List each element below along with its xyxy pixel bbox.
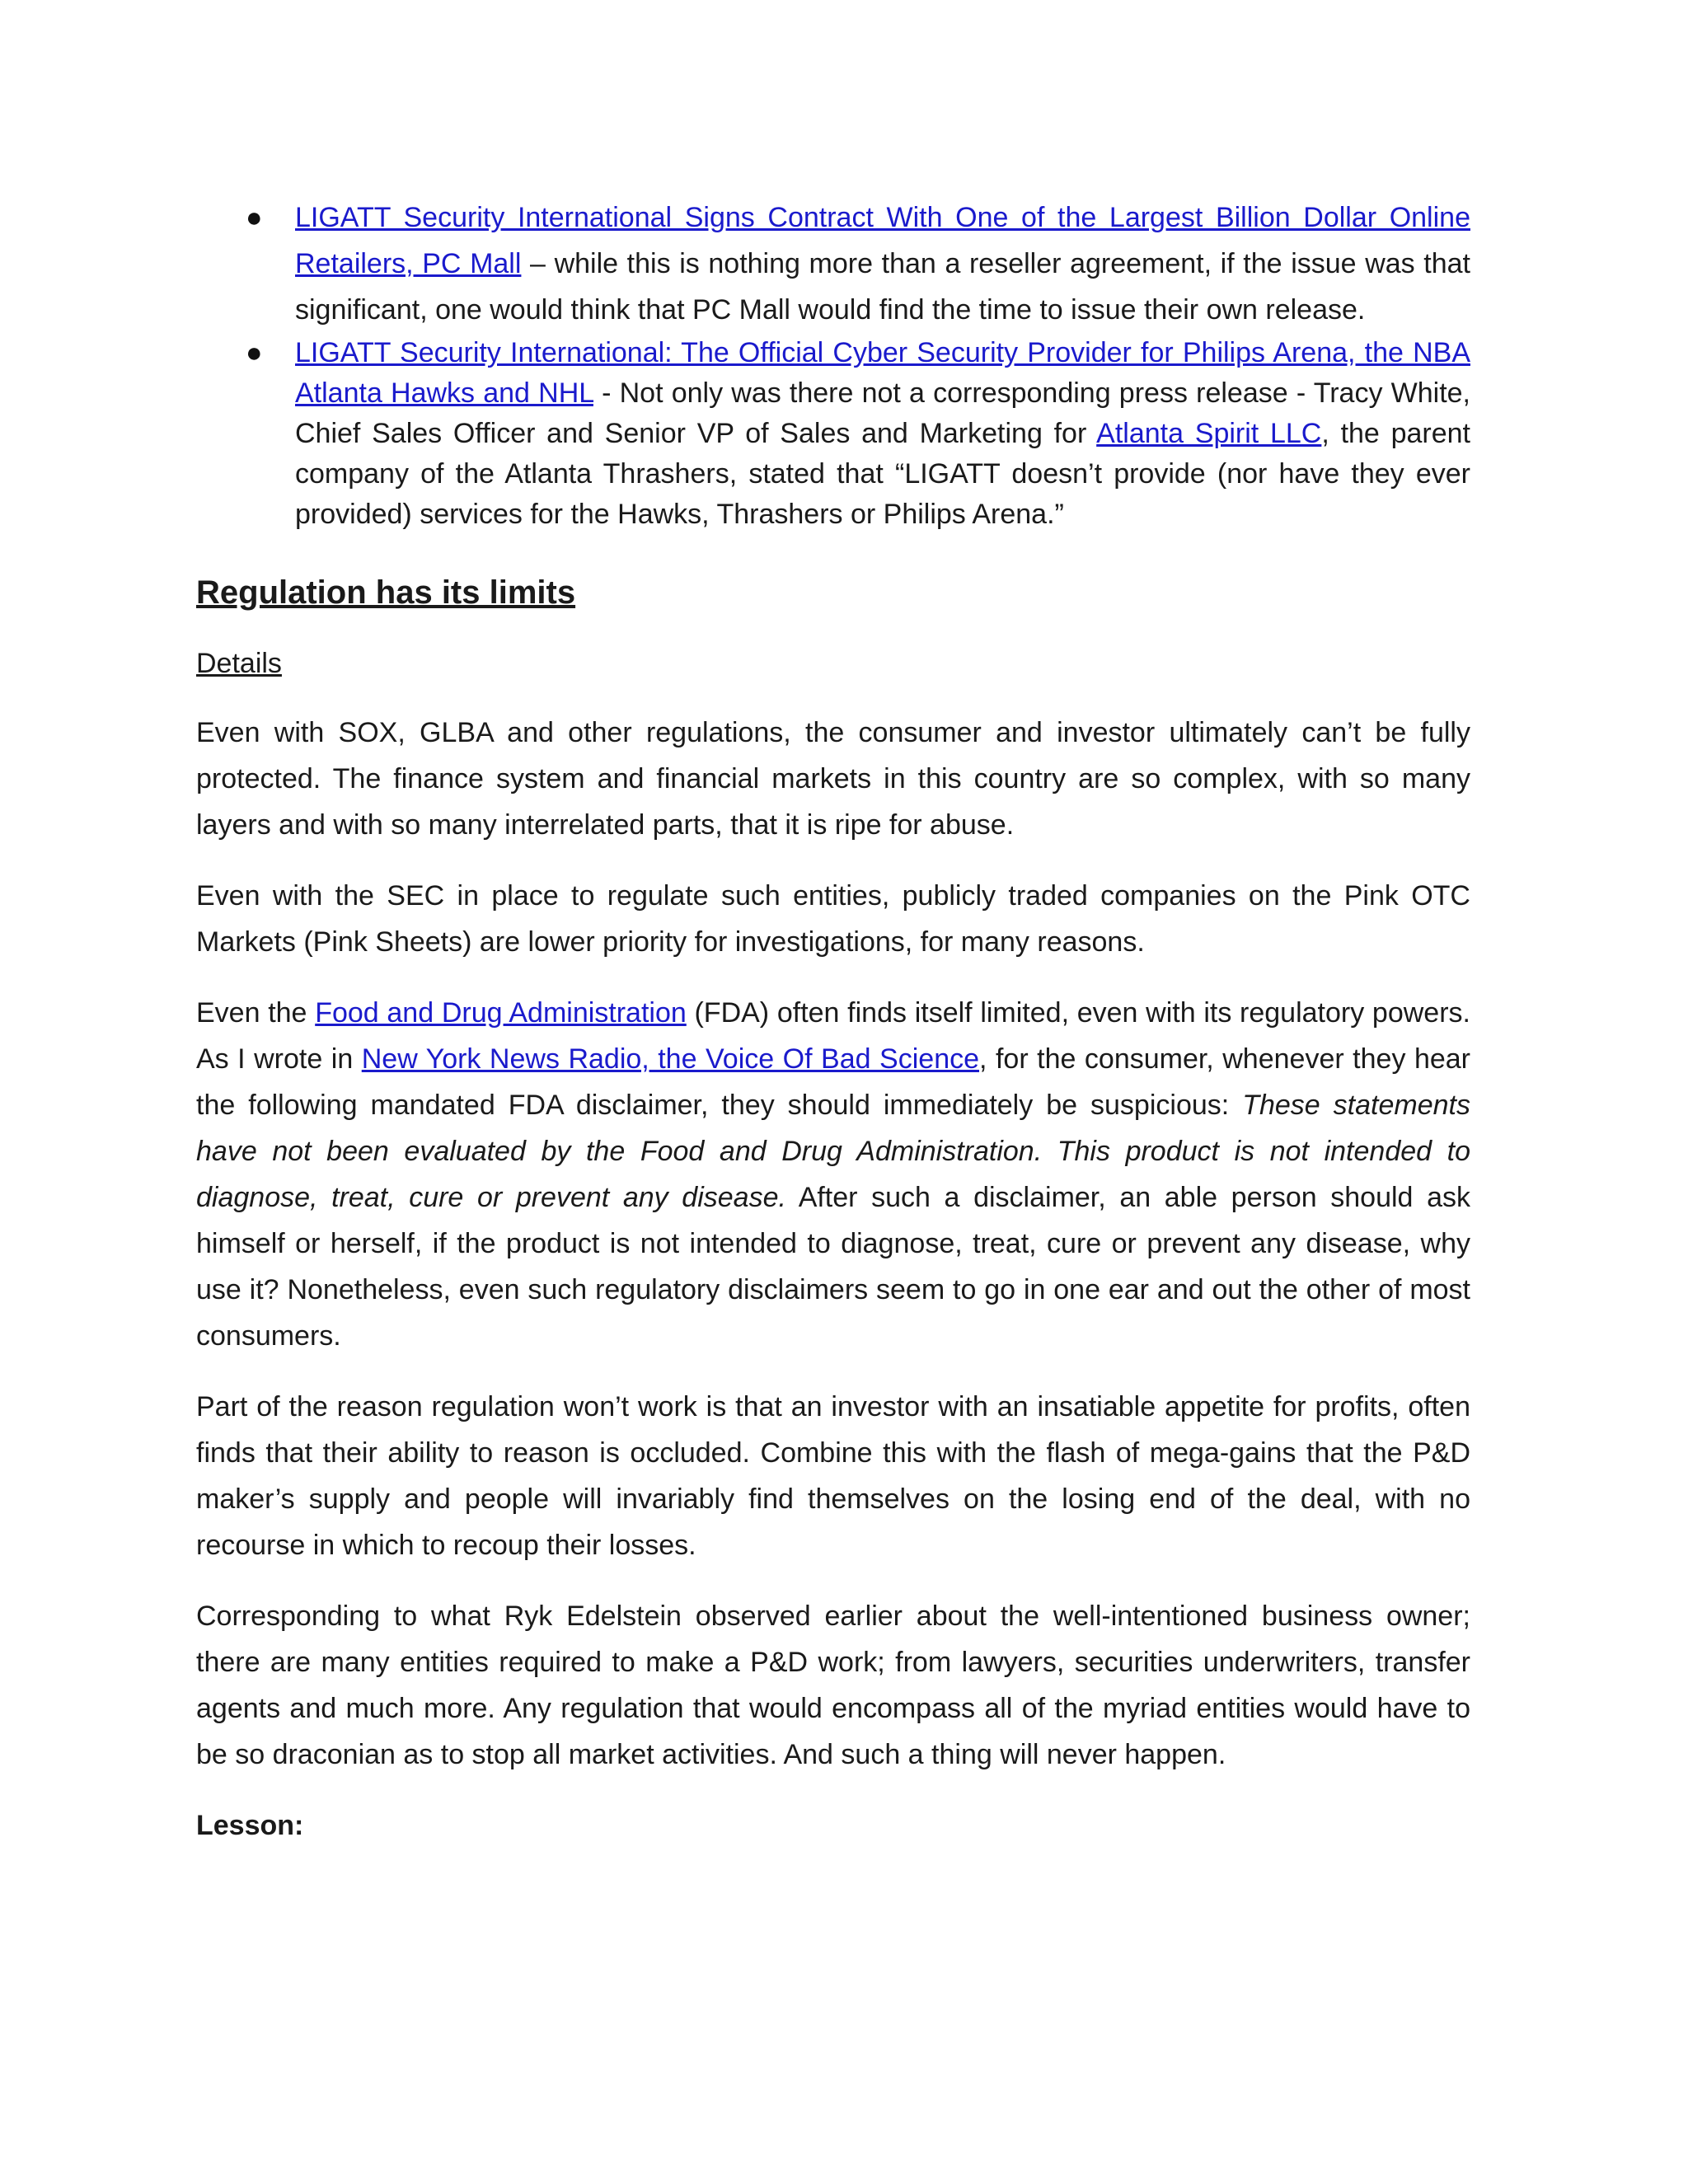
paragraph (196, 990, 1470, 1359)
list-item (196, 194, 1470, 333)
bullet-icon: ● (246, 337, 263, 368)
paragraph: Part of the reason regulation won’t work is that an investor with an insatiable appetite for profits, often finds that their ability to reason is occluded. Combine this with the flash of mega-gains that the P&D maker’s supply and people will invariably find themselves on the losing end of the deal, with no recourse in which to recoup their losses. (196, 1391, 1470, 1561)
paragraph-text: , for the consumer, whenever they hear the following mandated FDA disclaimer, they should immediately be suspicious: (196, 1043, 1470, 1121)
bad-science-link[interactable]: New York News Radio, the Voice Of Bad Science (361, 1043, 980, 1075)
paragraph: Even with the SEC in place to regulate such entities, publicly traded companies on the Pink OTC Markets (Pink Sheets) are lower priority for investigations, for many reasons. (196, 880, 1470, 958)
atlanta-spirit-link[interactable]: Atlanta Spirit LLC (1096, 418, 1322, 449)
list-item (196, 333, 1470, 535)
paragraph: Even with SOX, GLBA and other regulations, the consumer and investor ultimately can’t be fully protected. The finance system and financial markets in this country are so complex, with so many layers and with so many interrelated parts, that it is ripe for abuse. (196, 717, 1470, 841)
paragraph: Corresponding to what Ryk Edelstein observed earlier about the well-intentioned business owner; there are many entities required to make a P&D work; from lawyers, securities underwriters, transfer agents and much more. Any regulation that would encompass all of the myriad entities would have to be so draconian as to stop all market activities. And such a thing will never happen. (196, 1601, 1470, 1770)
section-heading: Regulation has its limits (196, 574, 576, 611)
ligatt-pc-mall-link[interactable]: LIGATT Security International Signs Contract With One of the Largest Billion Dollar Online Retailers, PC Mall (295, 202, 1470, 279)
bullet-list (196, 194, 1470, 535)
bullet-text: , the parent company of the Atlanta Thrashers, stated that “LIGATT doesn’t provide (nor have they ever provided) services for the Hawks, Thrashers or Philips Arena.” (295, 418, 1470, 530)
paragraph-text: Even the (196, 997, 316, 1029)
lesson-label: Lesson: (196, 1810, 304, 1841)
document-page (196, 194, 1470, 1849)
paragraph-text: After such a disclaimer, an able person should ask himself or herself, if the product is not intended to diagnose, treat, cure or prevent any disease, why use it? Nonetheless, even such regulatory disclaimers seem to go in one ear and out the other of most consumers. (196, 1182, 1470, 1352)
bullet-icon: ● (246, 202, 263, 233)
fda-link[interactable]: Food and Drug Administration (315, 997, 687, 1029)
ligatt-philips-arena-link[interactable]: LIGATT Security International: The Official Cyber Security Provider for Philips Arena, the NBA Atlanta Hawks and NHL (295, 337, 1470, 409)
fda-disclaimer: These statements have not been evaluated by the Food and Drug Administration. This product is not intended to diagnose, treat, cure or prevent any disease. (196, 1090, 1470, 1213)
bullet-text: - Not only was there not a corresponding press release - Tracy White, Chief Sales Officer and Senior VP of Sales and Marketing for (295, 377, 1470, 449)
paragraph-text: (FDA) often finds itself limited, even with its regulatory powers. As I wrote in (196, 997, 1470, 1075)
bullet-text: – while this is nothing more than a reseller agreement, if the issue was that significant, one would think that PC Mall would find the time to issue their own release. (295, 248, 1470, 326)
section-subheading: Details (196, 648, 282, 679)
